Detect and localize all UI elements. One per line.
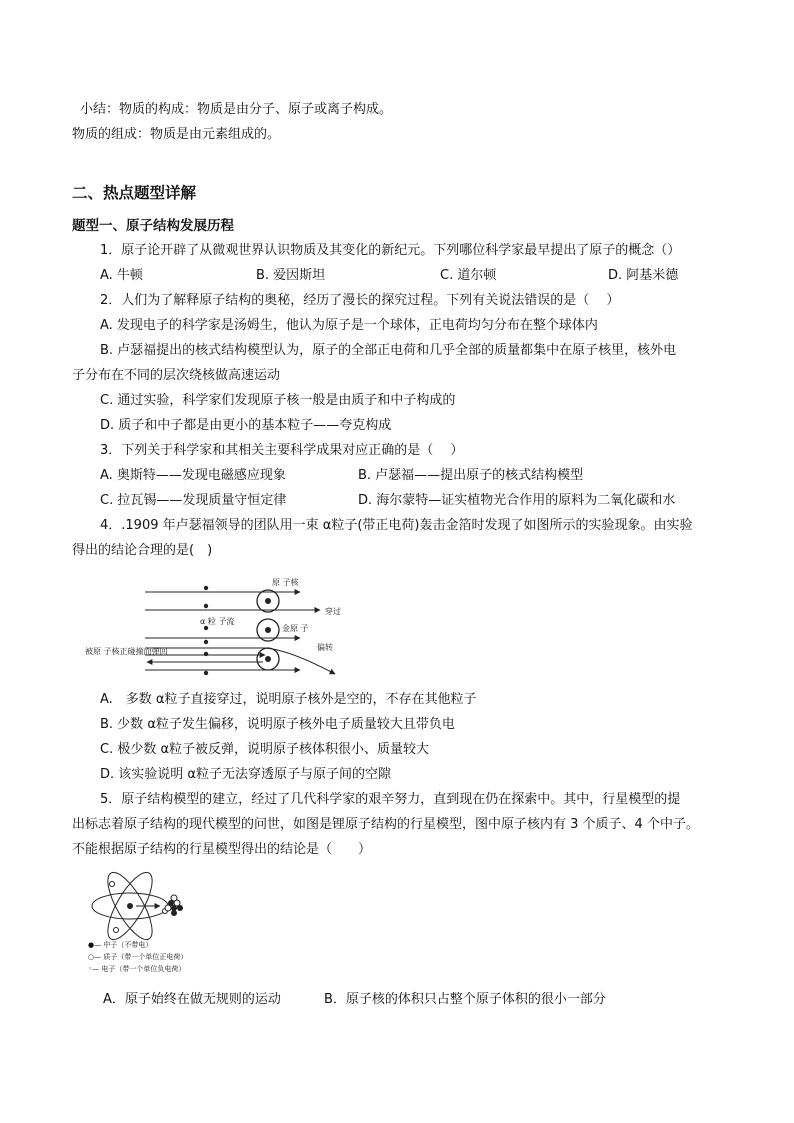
legend-proton: ○— 质子（带一个单位正电荷） [88, 953, 188, 961]
q4-option-d: D. 该实验说明 α粒子无法穿透原子与原子间的空隙 [100, 767, 391, 782]
q2-option-b-line1: B. 卢瑟福提出的核式结构模型认为，原子的全部正电荷和几乎全部的质量都集中在原子核里，核外电 [100, 343, 677, 358]
label-pass: 穿过 [325, 607, 341, 616]
electron-dot [204, 652, 208, 656]
q5-option-b: B．原子核的体积只占整个原子体积的很小一部分 [324, 992, 606, 1007]
electron-dot [204, 671, 208, 675]
q4-option-c: C. 极少数 α粒子被反弹，说明原子核体积很小、质量较大 [100, 742, 430, 757]
section-title: 二、热点题型详解 [72, 184, 197, 202]
q4-option-a: A. 多数 α粒子直接穿过，说明原子核外是空的，不存在其他粒子 [100, 692, 477, 707]
q3-option-b: B. 卢瑟福——提出原子的核式结构模型 [358, 468, 584, 483]
q2-option-d: D. 质子和中子都是由更小的基本粒子——夸克构成 [100, 418, 392, 433]
label-gold: 金原 子 [282, 624, 309, 633]
summary-line-1: 小结：物质的构成：物质是由分子、原子或离子构成。 [80, 102, 393, 117]
q1-option-a: A. 牛顿 [100, 268, 143, 283]
q3-option-a: A. 奥斯特——发现电磁感应现象 [100, 468, 286, 483]
q2-option-a: A. 发现电子的科学家是汤姆生，他认为原子是一个球体，正电荷均匀分布在整个球体内 [100, 318, 598, 333]
proton [171, 895, 177, 901]
q5-option-a: A．原子始终在做无规则的运动 [103, 992, 281, 1007]
label-bounce: 被原 子核正碰撞而弹回 [85, 647, 168, 656]
q1-option-d: D. 阿基米德 [608, 268, 679, 283]
q1-stem: 1．原子论开辟了从微观世界认识物质及其变化的新纪元。下列哪位科学家最早提出了原子的概念（） [100, 243, 681, 258]
atomic-nucleus [265, 656, 271, 662]
q4-stem-line2: 得出的结论合理的是( ) [72, 543, 213, 558]
lithium-atom-model-figure [88, 866, 198, 946]
q5-stem-line1: 5．原子结构模型的建立，经过了几代科学家的艰辛努力，直到现在仍在探索中。其中，行星模型的提 [100, 792, 681, 807]
q3-stem: 3．下列关于科学家和其相关主要科学成果对应正确的是（ ） [100, 443, 464, 458]
q2-option-b-line2: 子分布在不同的层次绕核做高速运动 [72, 368, 281, 383]
electron-dot [204, 586, 208, 590]
nucleus-core [127, 903, 133, 909]
q5-stem-line2: 出标志着原子结构的现代模型的问世，如图是锂原子结构的行星模型，图中原子核内有 3 个质子、4 个中子。 [72, 817, 699, 832]
electron [114, 928, 119, 933]
proton [165, 905, 171, 911]
q1-option-c: C. 道尔顿 [440, 268, 497, 283]
q2-option-c: C. 通过实验，科学家们发现原子核一般是由质子和中子构成的 [100, 393, 456, 408]
neutron [177, 905, 183, 911]
q4-stem-line1: 4．.1909 年卢瑟福领导的团队用一束 α粒子(带正电荷)轰击金箔时发现了如图所示的实验现象。由实验 [100, 518, 693, 533]
rutherford-experiment-figure [85, 578, 355, 683]
electron-dot [204, 626, 208, 630]
legend-electron: ◦— 电子（带一个单位负电荷） [88, 965, 186, 973]
electron-dot [204, 640, 208, 644]
label-alpha: α 粒 子流 [200, 617, 235, 626]
label-deflect: 偏转 [317, 643, 333, 652]
q5-stem-line3: 不能根据原子结构的行星模型得出的结论是（ ） [72, 842, 372, 857]
neutron [171, 910, 177, 916]
q2-stem: 2．人们为了解释原子结构的奥秘，经历了漫长的探究过程。下列有关说法错误的是（ ） [100, 293, 620, 308]
atomic-nucleus [265, 627, 271, 633]
topic-title: 题型一、原子结构发展历程 [72, 218, 234, 234]
label-nucleus: 原 子核 [272, 578, 299, 587]
atomic-nucleus [265, 598, 271, 604]
q1-option-b: B. 爱因斯坦 [256, 268, 326, 283]
q3-option-c: C. 拉瓦锡——发现质量守恒定律 [100, 493, 287, 508]
q3-option-d: D. 海尔蒙特—证实植物光合作用的原料为二氧化碳和水 [358, 493, 676, 508]
q4-option-b: B. 少数 α粒子发生偏移，说明原子核外电子质量较大且带负电 [100, 717, 455, 732]
legend-neutron: ●— 中子（不带电） [88, 941, 153, 949]
summary-line-2: 物质的组成：物质是由元素组成的。 [72, 127, 281, 142]
electron [110, 882, 115, 887]
electron-dot [204, 604, 208, 608]
